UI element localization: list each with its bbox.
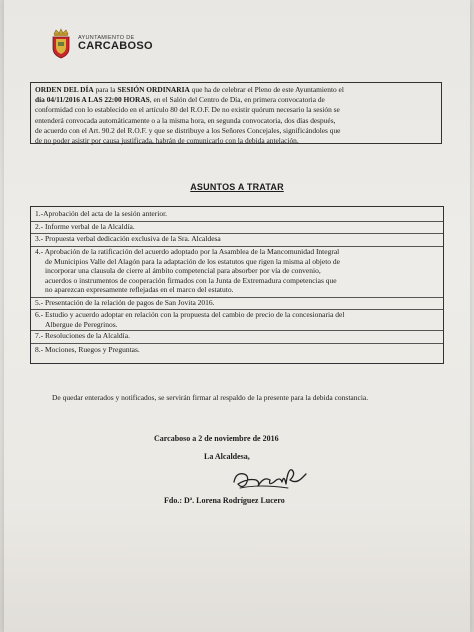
- notice-line: conformidad con lo establecido en el artículo 80 del R.O.F. De no existir quórum necesario la sesión se: [35, 105, 340, 115]
- agenda-item: [31, 310, 443, 331]
- document-sheet: [4, 0, 470, 632]
- signer-role: La Alcaldesa,: [204, 452, 250, 461]
- agenda-item-text: 1.-Aprobación del acta de la sesión anterior.: [35, 209, 168, 218]
- agenda-title: ASUNTOS A TRATAR: [190, 182, 284, 192]
- agenda-item: [31, 298, 443, 310]
- coat-of-arms-icon: [48, 28, 74, 60]
- logo-title: CARCABOSO: [78, 40, 153, 53]
- signature-date: Carcaboso a 2 de noviembre de 2016: [154, 434, 279, 443]
- notice-line: de acuerdo con el Art. 90.2 del R.O.F. y que se distribuye a los Señores Concejales, significándoles que: [35, 125, 341, 135]
- signer-name: Fdo.: Dª. Lorena Rodríguez Lucero: [164, 496, 285, 505]
- agenda-item-text: acuerdos o instrumentos de cooperación firmados con la Junta de Extremadura competencias que: [45, 275, 337, 285]
- agenda-item-text: 3.- Propuesta verbal dedicación exclusiva de la Sra. Alcaldesa: [35, 234, 221, 243]
- closing-paragraph: De quedar enterados y notificados, se servirán firmar al respaldo de la presente para la debida constancia.: [52, 393, 369, 402]
- agenda-item-text: 7.- Resoluciones de la Alcaldía.: [35, 331, 130, 340]
- agenda-item-text: Albergue de Peregrinos.: [45, 319, 118, 329]
- notice-line: ORDEN DEL DÍA para la SESIÓN ORDINARIA que ha de celebrar el Pleno de este Ayuntamiento el: [35, 85, 344, 94]
- agenda-box: [30, 206, 444, 364]
- agenda-item: [31, 209, 443, 222]
- handwritten-signature: [230, 462, 310, 494]
- town-logo: [48, 28, 153, 60]
- agenda-item: [31, 234, 443, 247]
- notice-line: entenderá convocada automáticamente o a la misma hora, en segunda convocatoria, dos días después,: [35, 115, 336, 125]
- session-notice: [30, 82, 442, 144]
- agenda-item: [31, 247, 443, 298]
- agenda-item-text: 2.- Informe verbal de la Alcaldía.: [35, 222, 135, 231]
- agenda-item-text: de Municipios Valle del Alagón para la adaptación de los estatutos que rigen la misma al objeto de: [45, 256, 340, 266]
- agenda-divider: [31, 343, 443, 344]
- agenda-item-text: incorporar una clausula de cierre al ámbito competencial para absorber por vía de convenio,: [45, 266, 321, 275]
- agenda-item-text: 8.- Mociones, Ruegos y Preguntas.: [35, 345, 140, 354]
- agenda-item-text: 5.- Presentación de la relación de pagos de San Jovita 2016.: [35, 298, 215, 307]
- agenda-item: [31, 331, 443, 344]
- agenda-item: [31, 345, 443, 358]
- agenda-item-text: no aparezcan expresamente reflejadas en el marco del estatuto.: [45, 285, 234, 294]
- agenda-item-text: 4.- Aprobación de la ratificación del acuerdo adoptado por la Asamblea de la Mancomunidad Integral: [35, 247, 340, 256]
- notice-line: de no poder asistir por causa justificada, habrán de comunicarlo con la debida antelación.: [35, 136, 299, 146]
- logo-subtitle: AYUNTAMIENTO DE: [78, 34, 135, 41]
- agenda-item: [31, 222, 443, 234]
- notice-line: día 04/11/2016 A LAS 22:00 HORAS, en el Salón del Centro de Día, en primera convocatoria de: [35, 95, 325, 105]
- agenda-item-text: 6.- Estudio y acuerdo adoptar en relación con la propuesta del cambio de precio de la concesionaria del: [35, 310, 345, 319]
